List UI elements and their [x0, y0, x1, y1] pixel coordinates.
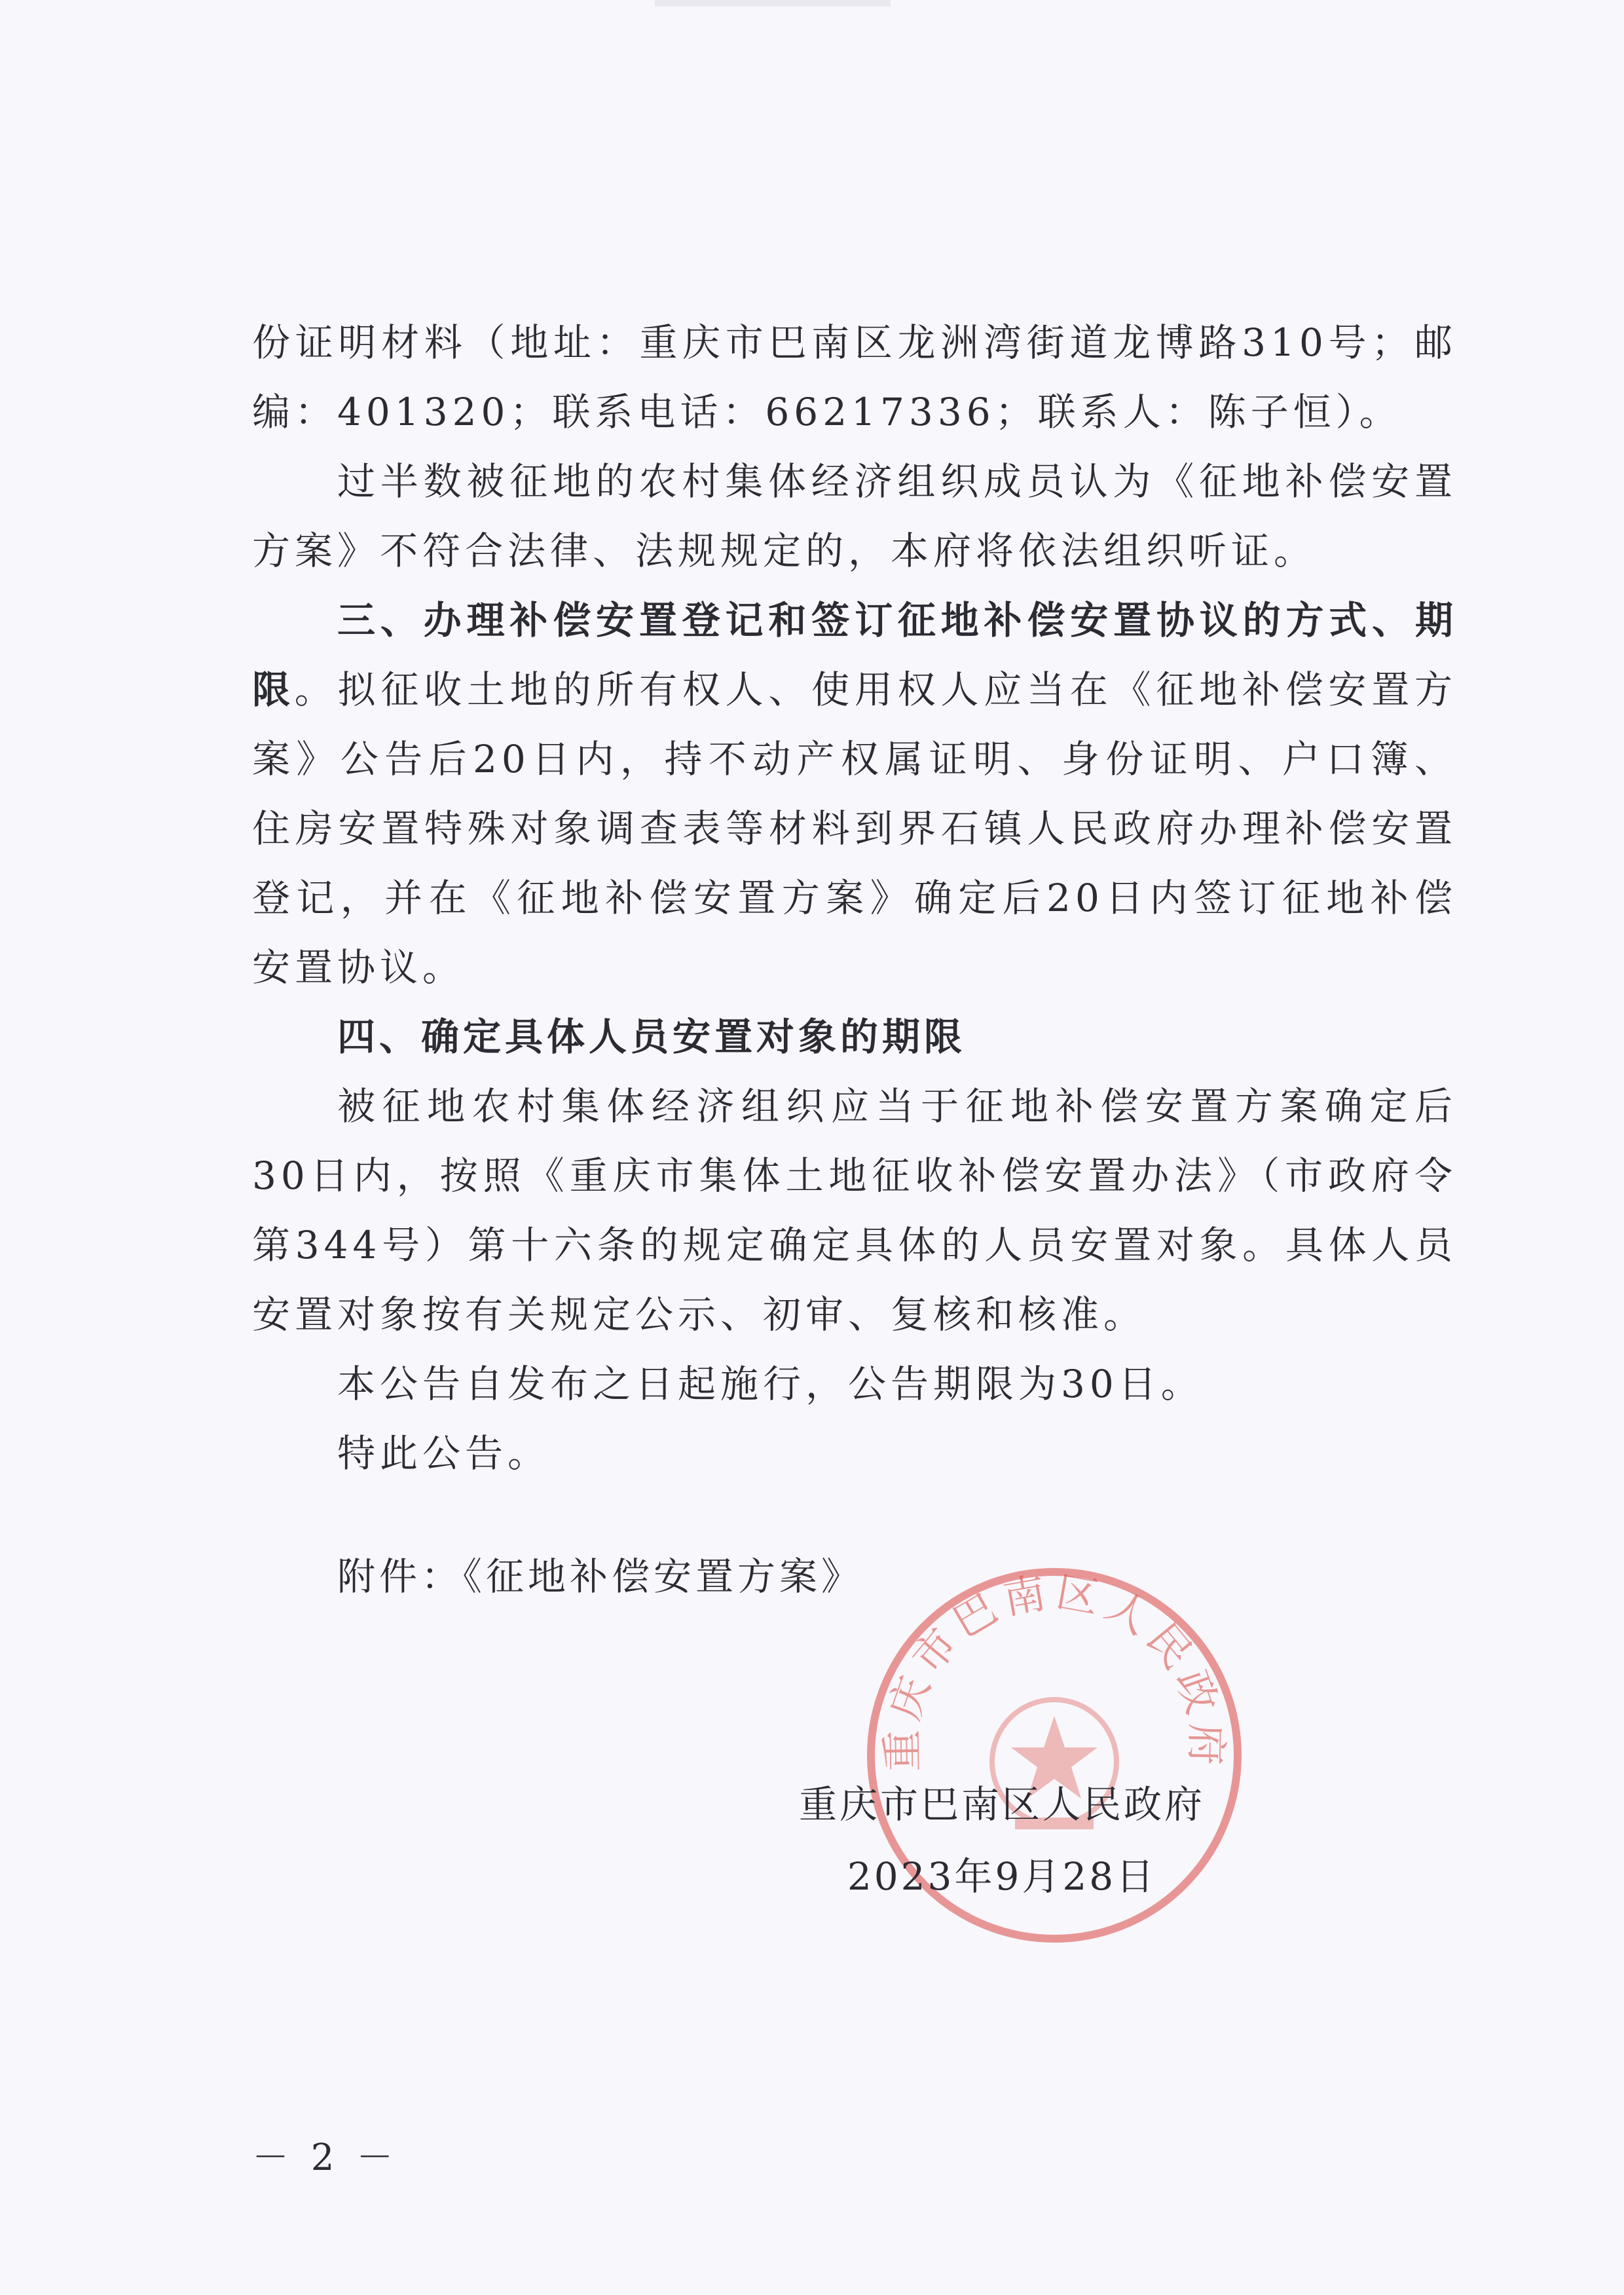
scan-edge	[655, 0, 891, 7]
closing-notice: 特此公告。	[337, 1431, 551, 1476]
section-3	[252, 586, 1457, 1002]
section-4-heading	[252, 1002, 1457, 1072]
section-4-text: 被征地农村集体经济组织应当于征地补偿安置方案确定后30日内，按照《重庆市集体土地征收补偿安置办法》（市政府令第344号）第十六条的规定确定具体的人员安置对象。具体人员安置对象按有关规定公示、初审、复核和核准。	[252, 1084, 1457, 1337]
seal-text: 重庆市巴南区人民政府	[878, 1568, 1230, 1772]
document-body	[252, 308, 1457, 1488]
paragraph-contact: 份证明材料（地址：重庆市巴南区龙洲湾街道龙博路310号；邮编：401320；联系电话：66217336；联系人：陈子恒）。	[252, 320, 1457, 434]
issue-date: 2023年9月28日	[847, 1854, 1157, 1899]
signature-block	[773, 1768, 1231, 1912]
paragraph-hearing: 过半数被征地的农村集体经济组织成员认为《征地补偿安置方案》不符合法律、法规规定的，本府将依法组织听证。	[252, 459, 1457, 573]
section-3-heading: 三、办理补偿安置登记和签订征地补偿安置协议的方式、期限	[252, 598, 1457, 712]
closing-effective: 本公告自发布之日起施行，公告期限为30日。	[337, 1362, 1204, 1406]
issuer-name: 重庆市巴南区人民政府	[798, 1782, 1205, 1827]
section-3-text: 。拟征收土地的所有权人、使用权人应当在《征地补偿安置方案》公告后20日内，持不动产权属证明、身份证明、户口簿、住房安置特殊对象调查表等材料到界石镇人民政府办理补偿安置登记，并在《征地补偿安置方案》确定后20日内签订征地补偿安置协议。	[252, 667, 1457, 990]
page-number: － 2 －	[252, 2136, 399, 2179]
attachment-line: 附件：《征地补偿安置方案》	[337, 1554, 864, 1599]
section-4-heading-text: 四、确定具体人员安置对象的期限	[337, 1015, 967, 1059]
